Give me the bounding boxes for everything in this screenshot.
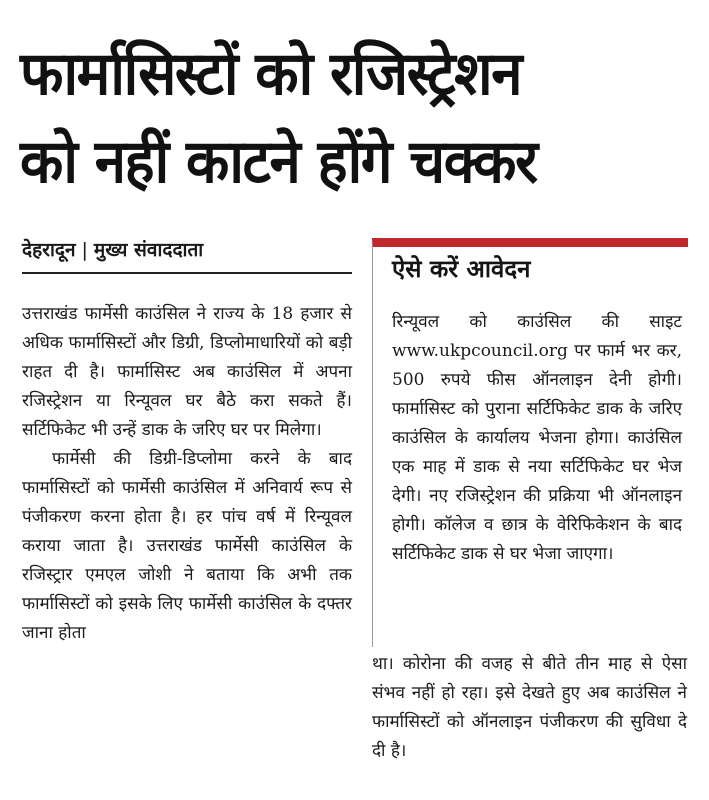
byline-divider — [22, 272, 352, 274]
headline-line-2: को नहीं काटने होंगे चक्कर — [20, 127, 537, 197]
headline — [20, 30, 659, 206]
cropped-top-strip — [0, 0, 709, 6]
byline-author: मुख्य संवाददाता — [93, 239, 204, 261]
byline-place: देहरादून — [22, 239, 76, 261]
byline — [22, 236, 203, 262]
article-paragraph-2: फार्मेसी की डिग्री-डिप्लोमा करने के बाद फार्मासिस्टों को फार्मेसी काउंसिल में अनिवार्य रूप से पंजीकरण करना होता है। हर पांच वर्ष में रिन्यूवल कराया जाता है। उत्तराखंड फार्मेसी काउंसिल के रजिस्ट्रार एमएल जोशी ने बताया कि अभी तक फार्मासिस्टों को इसके लिए फार्मेसी काउंसिल के दफ्तर जाना होता — [22, 449, 352, 643]
article-body-left-column — [22, 300, 352, 648]
how-to-apply-title: ऐसे करें आवेदन — [392, 255, 531, 283]
byline-separator: | — [81, 239, 88, 261]
article-paragraph-1: उत्तराखंड फार्मेसी काउंसिल ने राज्य के 18 हजार से अधिक फार्मासिस्टों और डिग्री, डिप्लोमाधारियों को बड़ी राहत दी है। फार्मासिस्ट अब काउंसिल में अपना रजिस्ट्रेशन या रिन्यूवल घर बैठे करा सकते हैं। सर्टिफिकेट भी उन्हें डाक के जरिए घर पर मिलेगा। — [22, 304, 352, 440]
headline-line-1: फार्मासिस्टों को रजिस्ट्रेशन — [20, 39, 522, 109]
how-to-apply-text: रिन्यूवल को काउंसिल की साइट www.ukpcouncil.org पर फार्म भर कर, 500 रुपये फीस ऑनलाइन देनी होगी। फार्मासिस्ट को पुराना सर्टिफिकेट डाक के जरिए काउंसिल के कार्यालय भेजना होगा। काउंसिल एक माह में डाक से नया सर्टिफिकेट घर भेज देगी। नए रजिस्ट्रेशन की प्रक्रिया भी ऑनलाइन होगी। कॉलेज व छात्र के वेरिफिकेशन के बाद सर्टिफिकेट डाक से घर भेजा जाएगा। — [392, 312, 682, 564]
article-paragraph-3: था। कोरोना की वजह से बीते तीन माह से ऐसा संभव नहीं हो रहा। इसे देखते हुए अब काउंसिल ने फार्मासिस्टों को ऑनलाइन पंजीकरण की सुविधा दे दी है। — [372, 654, 687, 761]
